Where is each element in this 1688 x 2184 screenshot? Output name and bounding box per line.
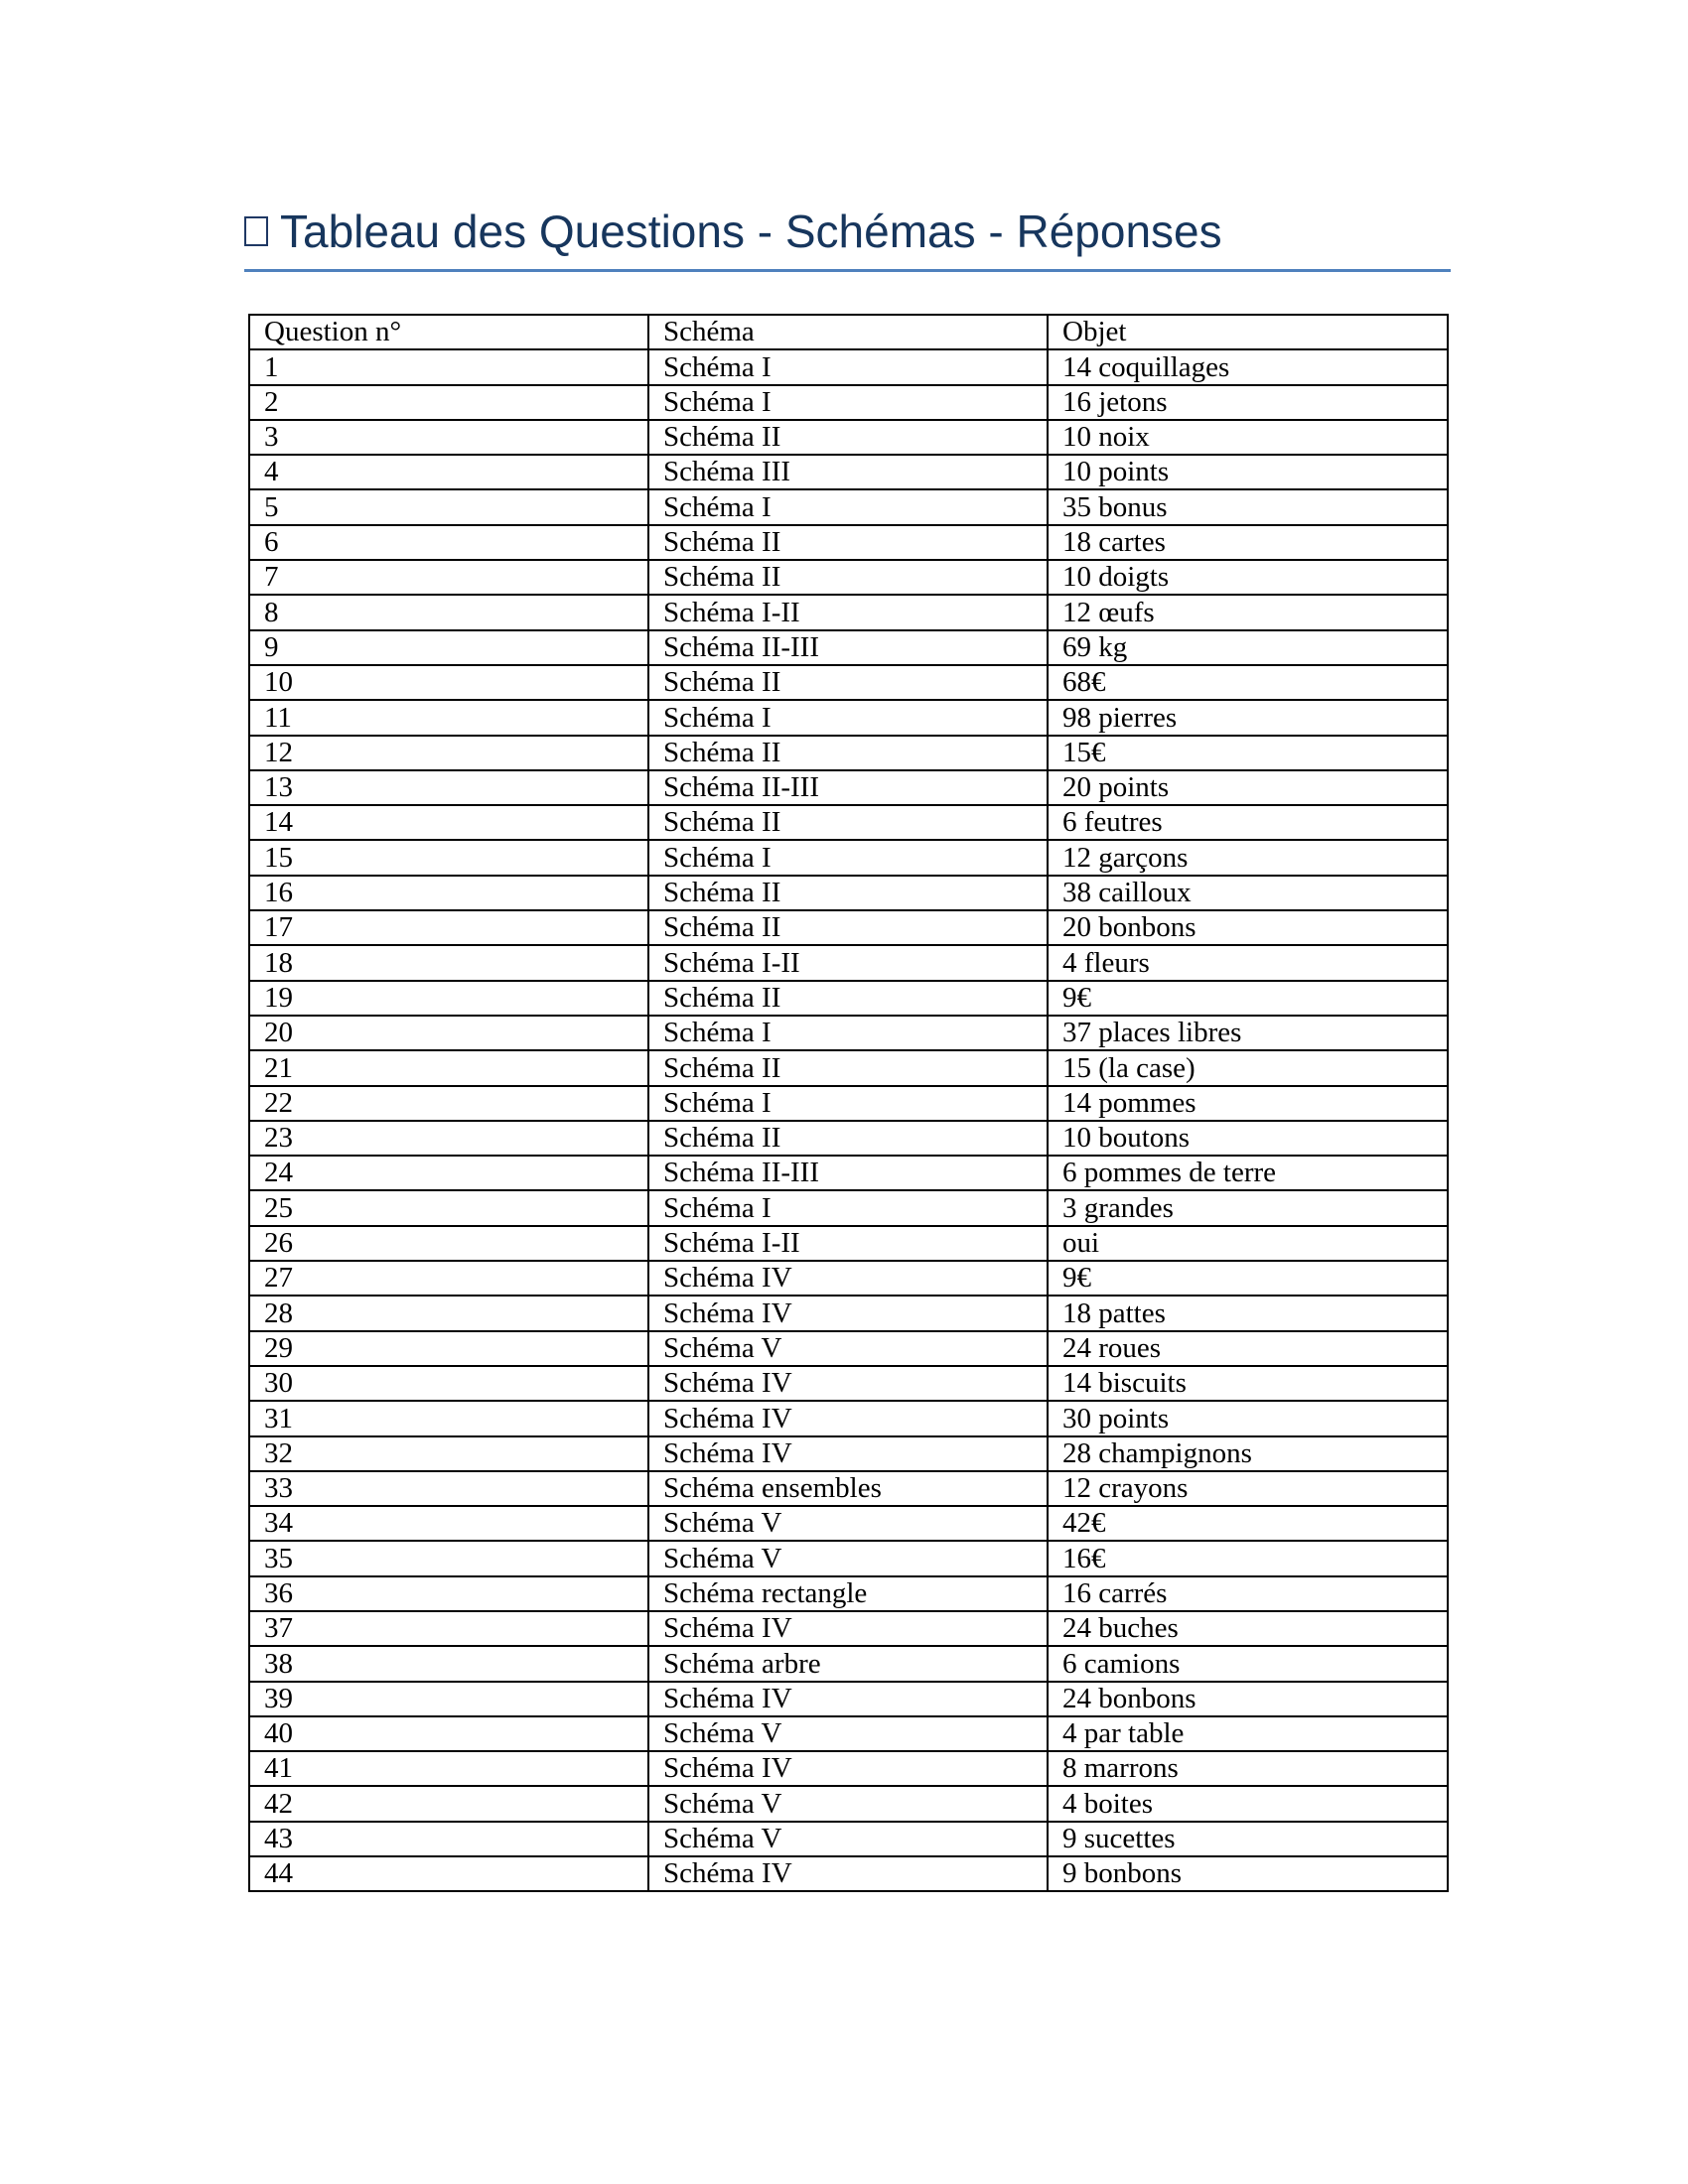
cell-schema: Schéma III	[648, 455, 1048, 489]
cell-objet: 28 champignons	[1048, 1436, 1448, 1471]
cell-schema: Schéma II	[648, 910, 1048, 945]
cell-schema: Schéma I	[648, 385, 1048, 420]
cell-objet: oui	[1048, 1226, 1448, 1261]
cell-schema: Schéma II	[648, 560, 1048, 595]
cell-objet: 16€	[1048, 1541, 1448, 1575]
cell-objet: 10 points	[1048, 455, 1448, 489]
cell-objet: 8 marrons	[1048, 1751, 1448, 1786]
table-row	[249, 1682, 1448, 1716]
table-row	[249, 1611, 1448, 1646]
cell-schema: Schéma V	[648, 1822, 1048, 1856]
cell-question-number: 2	[249, 385, 648, 420]
cell-objet: 15€	[1048, 736, 1448, 770]
document-heading	[244, 197, 1451, 272]
cell-objet: 10 noix	[1048, 420, 1448, 455]
cell-schema: Schéma II	[648, 876, 1048, 910]
table-row	[249, 770, 1448, 805]
cell-objet: 68€	[1048, 665, 1448, 700]
cell-question-number: 15	[249, 840, 648, 875]
table-row	[249, 1716, 1448, 1751]
cell-schema: Schéma II	[648, 1121, 1048, 1156]
cell-schema: Schéma II	[648, 736, 1048, 770]
cell-question-number: 8	[249, 595, 648, 629]
cell-objet: 18 pattes	[1048, 1296, 1448, 1330]
cell-question-number: 22	[249, 1086, 648, 1121]
cell-question-number: 9	[249, 630, 648, 665]
table-row	[249, 1436, 1448, 1471]
cell-objet: 69 kg	[1048, 630, 1448, 665]
table-row	[249, 1331, 1448, 1366]
table-row	[249, 805, 1448, 840]
table-row	[249, 1226, 1448, 1261]
cell-question-number: 39	[249, 1682, 648, 1716]
cell-schema: Schéma IV	[648, 1436, 1048, 1471]
cell-objet: 37 places libres	[1048, 1016, 1448, 1050]
cell-question-number: 6	[249, 525, 648, 560]
cell-schema: Schéma I	[648, 700, 1048, 735]
cell-objet: 98 pierres	[1048, 700, 1448, 735]
cell-question-number: 29	[249, 1331, 648, 1366]
cell-schema: Schéma I-II	[648, 1226, 1048, 1261]
cell-question-number: 42	[249, 1786, 648, 1821]
table-row	[249, 840, 1448, 875]
table-row	[249, 1751, 1448, 1786]
cell-question-number: 12	[249, 736, 648, 770]
table-row	[249, 489, 1448, 524]
cell-schema: Schéma II	[648, 665, 1048, 700]
table-row	[249, 1646, 1448, 1681]
cell-objet: 18 cartes	[1048, 525, 1448, 560]
table-row	[249, 1576, 1448, 1611]
cell-objet: 4 fleurs	[1048, 945, 1448, 980]
cell-objet: 12 crayons	[1048, 1471, 1448, 1506]
table-row	[249, 1296, 1448, 1330]
cell-question-number: 37	[249, 1611, 648, 1646]
cell-schema: Schéma II-III	[648, 770, 1048, 805]
cell-question-number: 23	[249, 1121, 648, 1156]
cell-schema: Schéma IV	[648, 1366, 1048, 1401]
cell-objet: 4 boites	[1048, 1786, 1448, 1821]
cell-schema: Schéma I	[648, 1016, 1048, 1050]
cell-question-number: 35	[249, 1541, 648, 1575]
cell-schema: Schéma I-II	[648, 595, 1048, 629]
table-row	[249, 385, 1448, 420]
cell-objet: 12 garçons	[1048, 840, 1448, 875]
cell-question-number: 34	[249, 1506, 648, 1541]
cell-question-number: 3	[249, 420, 648, 455]
cell-question-number: 41	[249, 1751, 648, 1786]
cell-question-number: 1	[249, 349, 648, 384]
cell-objet: 6 camions	[1048, 1646, 1448, 1681]
table-row	[249, 981, 1448, 1016]
cell-objet: 20 points	[1048, 770, 1448, 805]
table-row	[249, 910, 1448, 945]
cell-schema: Schéma II	[648, 420, 1048, 455]
cell-objet: 6 feutres	[1048, 805, 1448, 840]
cell-objet: 20 bonbons	[1048, 910, 1448, 945]
cell-schema: Schéma V	[648, 1541, 1048, 1575]
cell-question-number: 40	[249, 1716, 648, 1751]
cell-question-number: 38	[249, 1646, 648, 1681]
cell-objet: 4 par table	[1048, 1716, 1448, 1751]
cell-schema: Schéma I	[648, 349, 1048, 384]
cell-question-number: 44	[249, 1856, 648, 1891]
table-row	[249, 1190, 1448, 1225]
table-row	[249, 1856, 1448, 1891]
cell-objet: 35 bonus	[1048, 489, 1448, 524]
cell-question-number: 5	[249, 489, 648, 524]
cell-objet: 9 bonbons	[1048, 1856, 1448, 1891]
table-row	[249, 1366, 1448, 1401]
table-row	[249, 1506, 1448, 1541]
questions-table	[248, 314, 1449, 1892]
cell-objet: 14 pommes	[1048, 1086, 1448, 1121]
header-objet: Objet	[1048, 315, 1448, 349]
cell-objet: 9 sucettes	[1048, 1822, 1448, 1856]
cell-schema: Schéma IV	[648, 1261, 1048, 1296]
table-row	[249, 1471, 1448, 1506]
cell-question-number: 10	[249, 665, 648, 700]
cell-question-number: 31	[249, 1401, 648, 1435]
cell-question-number: 20	[249, 1016, 648, 1050]
cell-objet: 10 doigts	[1048, 560, 1448, 595]
cell-objet: 15 (la case)	[1048, 1050, 1448, 1085]
cell-objet: 9€	[1048, 1261, 1448, 1296]
cell-schema: Schéma I	[648, 840, 1048, 875]
cell-schema: Schéma II	[648, 1050, 1048, 1085]
cell-objet: 12 œufs	[1048, 595, 1448, 629]
cell-objet: 16 carrés	[1048, 1576, 1448, 1611]
cell-question-number: 4	[249, 455, 648, 489]
cell-schema: Schéma V	[648, 1506, 1048, 1541]
table-row	[249, 595, 1448, 629]
cell-question-number: 30	[249, 1366, 648, 1401]
cell-question-number: 36	[249, 1576, 648, 1611]
table-row	[249, 1541, 1448, 1575]
cell-schema: Schéma rectangle	[648, 1576, 1048, 1611]
table-row	[249, 455, 1448, 489]
cell-objet: 42€	[1048, 1506, 1448, 1541]
page-title: Tableau des Questions - Schémas - Réponses	[280, 205, 1222, 257]
cell-schema: Schéma II-III	[648, 1156, 1048, 1190]
cell-schema: Schéma arbre	[648, 1646, 1048, 1681]
cell-schema: Schéma II	[648, 805, 1048, 840]
table-row	[249, 1121, 1448, 1156]
cell-question-number: 32	[249, 1436, 648, 1471]
cell-question-number: 11	[249, 700, 648, 735]
cell-objet: 24 bonbons	[1048, 1682, 1448, 1716]
table-row	[249, 420, 1448, 455]
cell-schema: Schéma IV	[648, 1856, 1048, 1891]
table-row	[249, 700, 1448, 735]
cell-schema: Schéma IV	[648, 1751, 1048, 1786]
questions-table-body	[249, 315, 1448, 1891]
cell-objet: 24 roues	[1048, 1331, 1448, 1366]
cell-objet: 24 buches	[1048, 1611, 1448, 1646]
cell-schema: Schéma ensembles	[648, 1471, 1048, 1506]
cell-schema: Schéma II	[648, 525, 1048, 560]
cell-question-number: 28	[249, 1296, 648, 1330]
header-schema: Schéma	[648, 315, 1048, 349]
cell-objet: 14 biscuits	[1048, 1366, 1448, 1401]
cell-question-number: 17	[249, 910, 648, 945]
table-row	[249, 630, 1448, 665]
table-header-row	[249, 315, 1448, 349]
table-row	[249, 945, 1448, 980]
cell-question-number: 13	[249, 770, 648, 805]
cell-question-number: 21	[249, 1050, 648, 1085]
cell-schema: Schéma I	[648, 489, 1048, 524]
table-row	[249, 560, 1448, 595]
cell-schema: Schéma II-III	[648, 630, 1048, 665]
cell-schema: Schéma IV	[648, 1296, 1048, 1330]
cell-objet: 16 jetons	[1048, 385, 1448, 420]
cell-question-number: 43	[249, 1822, 648, 1856]
table-row	[249, 1016, 1448, 1050]
cell-objet: 38 cailloux	[1048, 876, 1448, 910]
cell-question-number: 19	[249, 981, 648, 1016]
cell-objet: 14 coquillages	[1048, 349, 1448, 384]
cell-question-number: 33	[249, 1471, 648, 1506]
table-row	[249, 1086, 1448, 1121]
cell-schema: Schéma II	[648, 981, 1048, 1016]
table-row	[249, 525, 1448, 560]
header-question-number: Question n°	[249, 315, 648, 349]
cell-objet: 3 grandes	[1048, 1190, 1448, 1225]
cell-schema: Schéma V	[648, 1331, 1048, 1366]
cell-schema: Schéma V	[648, 1786, 1048, 1821]
cell-objet: 30 points	[1048, 1401, 1448, 1435]
cell-question-number: 7	[249, 560, 648, 595]
cell-schema: Schéma IV	[648, 1401, 1048, 1435]
cell-question-number: 14	[249, 805, 648, 840]
table-row	[249, 1050, 1448, 1085]
cell-question-number: 16	[249, 876, 648, 910]
table-row	[249, 665, 1448, 700]
table-row	[249, 1261, 1448, 1296]
table-row	[249, 1156, 1448, 1190]
cell-schema: Schéma I	[648, 1086, 1048, 1121]
cell-schema: Schéma I	[648, 1190, 1048, 1225]
cell-schema: Schéma V	[648, 1716, 1048, 1751]
missing-glyph-icon	[244, 216, 268, 246]
cell-schema: Schéma IV	[648, 1682, 1048, 1716]
cell-objet: 6 pommes de terre	[1048, 1156, 1448, 1190]
table-row	[249, 1786, 1448, 1821]
cell-objet: 10 boutons	[1048, 1121, 1448, 1156]
table-row	[249, 349, 1448, 384]
table-row	[249, 1401, 1448, 1435]
cell-question-number: 26	[249, 1226, 648, 1261]
cell-question-number: 24	[249, 1156, 648, 1190]
table-row	[249, 1822, 1448, 1856]
cell-question-number: 27	[249, 1261, 648, 1296]
cell-schema: Schéma I-II	[648, 945, 1048, 980]
cell-objet: 9€	[1048, 981, 1448, 1016]
table-row	[249, 736, 1448, 770]
cell-question-number: 25	[249, 1190, 648, 1225]
table-row	[249, 876, 1448, 910]
cell-question-number: 18	[249, 945, 648, 980]
cell-schema: Schéma IV	[648, 1611, 1048, 1646]
